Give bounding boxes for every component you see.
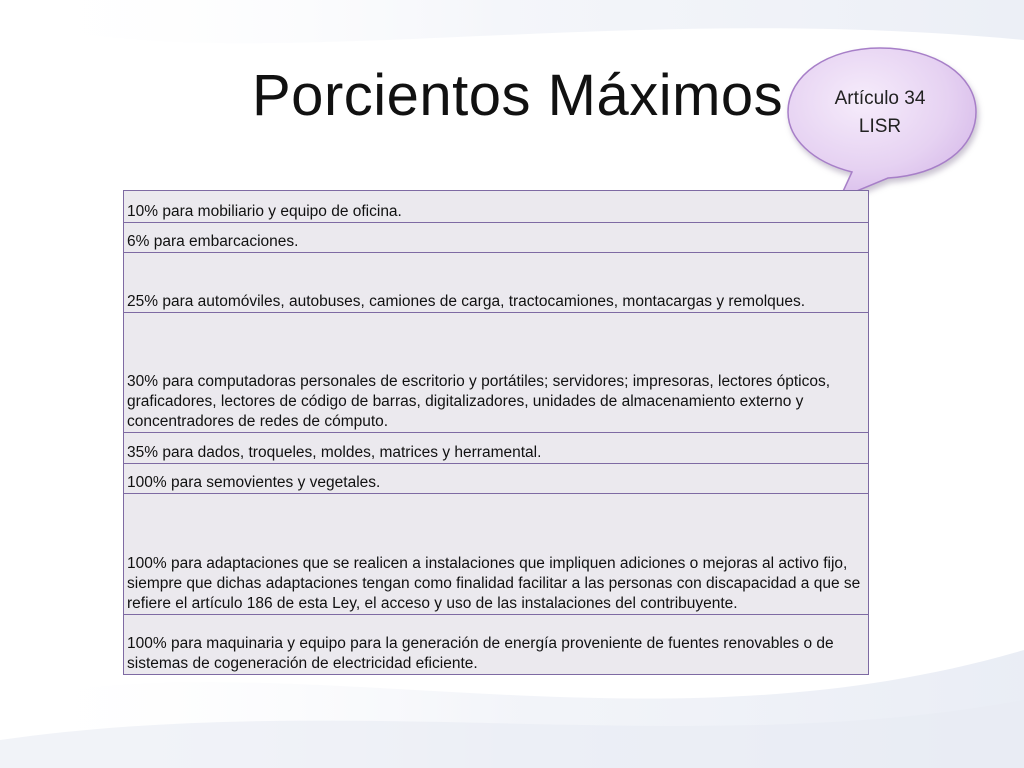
rate-cell: 25% para automóviles, autobuses, camiones de carga, tractocamiones, montacargas y remolques. bbox=[124, 253, 869, 313]
table-row bbox=[124, 223, 869, 253]
callout-label bbox=[790, 85, 970, 141]
rate-cell: 30% para computadoras personales de escritorio y portátiles; servidores; impresoras, lectores ópticos, graficadores, lectores de código de barras, digitalizadores, unidades de almacenamiento externo y concentradores de redes de cómputo. bbox=[124, 313, 869, 433]
table-row bbox=[124, 464, 869, 494]
table-row bbox=[124, 313, 869, 433]
depreciation-rates-table bbox=[123, 190, 869, 675]
rate-cell: 100% para adaptaciones que se realicen a instalaciones que impliquen adiciones o mejoras al activo fijo, siempre que dichas adaptaciones tengan como finalidad facilitar a las personas con discapacidad a que se refiere el artículo 186 de esta Ley, el acceso y uso de las instalaciones del contribuyente. bbox=[124, 494, 869, 615]
table-row bbox=[124, 615, 869, 675]
rate-cell: 100% para maquinaria y equipo para la generación de energía proveniente de fuentes renovables o de sistemas de cogeneración de electricidad eficiente. bbox=[124, 615, 869, 675]
table-row bbox=[124, 433, 869, 464]
rate-cell: 100% para semovientes y vegetales. bbox=[124, 464, 869, 494]
table-row bbox=[124, 494, 869, 615]
slide-title: Porcientos Máximos bbox=[252, 63, 784, 128]
wave-top bbox=[0, 0, 1024, 43]
table-row bbox=[124, 191, 869, 223]
rate-cell: 6% para embarcaciones. bbox=[124, 223, 869, 253]
callout-line-1: Artículo 34 bbox=[834, 88, 926, 109]
callout-line-2: LISR bbox=[858, 116, 902, 137]
rate-cell: 35% para dados, troqueles, moldes, matrices y herramental. bbox=[124, 433, 869, 464]
rate-cell: 10% para mobiliario y equipo de oficina. bbox=[124, 191, 869, 223]
table-row bbox=[124, 253, 869, 313]
